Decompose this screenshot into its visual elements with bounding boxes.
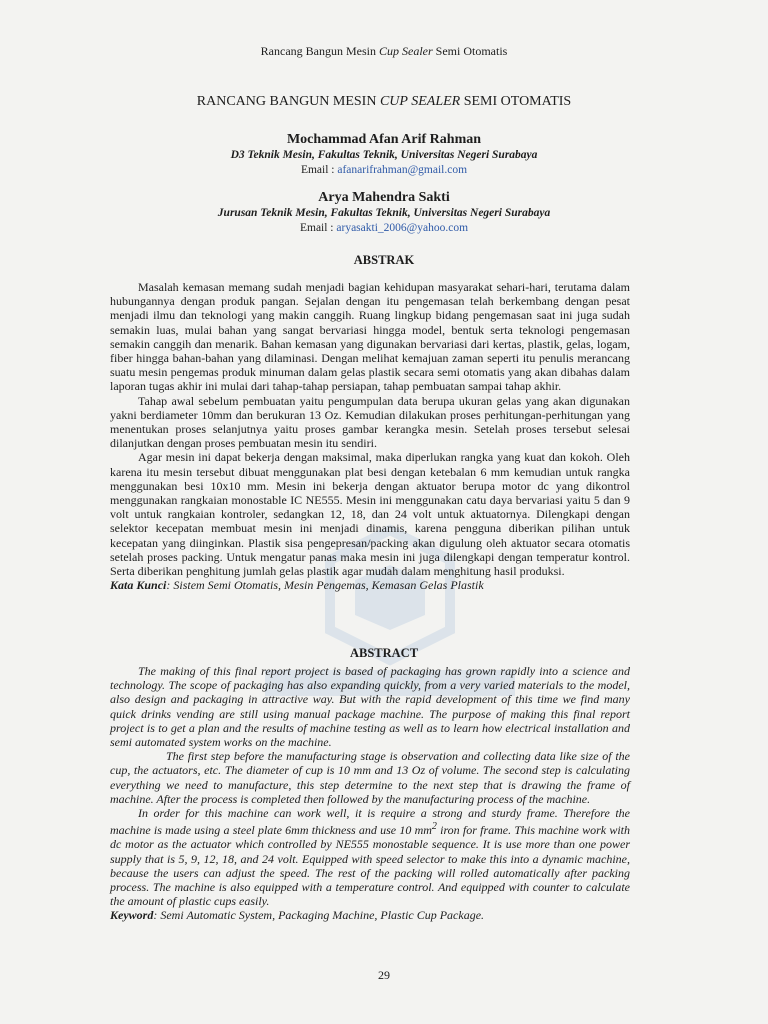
page-number: 29 <box>378 968 390 982</box>
abstract-paragraph-1: The making of this final report project is based of packaging has grown rapidly into a science and technology. The scope of packaging has also expanding quickly, from a very varied materials to the model, also design and packaging in attractive way. But with the rapid development of this time we find many quick drinks vending are still using manual package machine. The purpose of making this final report project is to get a plan and the results of machine testing as well as to learn how electrical installation and semi automated system works on the machine. <box>110 664 630 750</box>
abstract-paragraph-2: The first step before the manufacturing stage is observation and collecting data like size of the cup, the actuators, etc. The diameter of cup is 10 mm and 13 Oz of volume. The second step is calculating everything we need to manufacture, this step determine to the next step that is drawing the frame of machine. After the process is completed then followed by the manufacturing process of the machine. <box>110 749 630 806</box>
abstrak-body <box>110 280 630 592</box>
email-link[interactable]: aryasakti_2006@yahoo.com <box>336 222 469 234</box>
abstrak-heading: ABSTRAK <box>353 253 415 267</box>
abstrak-keywords: Kata Kunci: Sistem Semi Otomatis, Mesin Pengemas, Kemasan Gelas Plastik <box>110 578 484 593</box>
author-block-1 <box>0 131 768 178</box>
abstract-keywords: Keyword: Semi Automatic System, Packaging Machine, Plastic Cup Package. <box>110 908 485 923</box>
abstract-body <box>110 664 630 923</box>
abstract-heading: ABSTRACT <box>349 646 419 660</box>
abstrak-paragraph-2: Tahap awal sebelum pembuatan yaitu pengumpulan data berupa ukuran gelas yang akan digunakan yakni berdiameter 10mm dan berukuran 13 Oz. Kemudian dilakukan proses perhitungan-perhitungan yang menentukan proses selanjutnya yaitu proses gambar kerangka mesin. Setelah proses tersebut selesai dilanjutkan dengan proses pembuatan mesin itu sendiri. <box>110 393 630 451</box>
author-block-2 <box>0 189 768 236</box>
abstrak-paragraph-1: Masalah kemasan memang sudah menjadi bagian kehidupan masyarakat sehari-hari, terutama dalam hubungannya dengan produk pangan. Sejalan dengan itu pengemasan telah berkembang dengan pesat menjadi ilmu dan teknologi yang makin canggih. Ruang lingkup bidang pengemasan saat ini juga sudah semakin luas, mulai bahan yang sangat bervariasi hingga model, bentuk serta teknologi pengemasan semakin canggih dan menarik. Bahan kemasan yang digunakan bervariasi dari kertas, plastik, gelas, logam, fiber hingga bahan-bahan yang dilaminasi. Dengan melihat kemajuan zaman seperti itu penulis merancang suatu mesin pengemas produk minuman dalam gelas plastik secara semi otomatis yang akan dibahas dalam laporan tugas akhir ini mulai dari tahap-tahap persiapan, tahap pembuatan sampai tahap akhir. <box>110 280 630 394</box>
email-link[interactable]: afanarifrahman@gmail.com <box>337 164 468 176</box>
author-affiliation: Jurusan Teknik Mesin, Fakultas Teknik, Universitas Negeri Surabaya <box>217 207 551 219</box>
paper-title: RANCANG BANGUN MESIN CUP SEALER SEMI OTOMATIS <box>196 94 572 109</box>
abstract-paragraph-3: In order for this machine can work well, it is require a strong and sturdy frame. Therefore the machine is made using a steel plate 6mm thickness and use 10 $mm^2$ iron for frame. This machine work with dc motor as the actuator which controlled by NE555 monostable sequence. It is use more than one power supply that is 5, 9, 12, 18, and 24 volt. Equipped with speed selector to make this into a dynamic machine, because the users can adjust the speed. The rest of the packing will rolled automatically after packing process. The machine is also equipped with a temperature control. And equipped with counter to calculate the amount of plastic cups easily. <box>110 806 630 909</box>
author-email: Email : afanarifrahman@gmail.com <box>300 164 468 176</box>
author-email: Email : aryasakti_2006@yahoo.com <box>299 222 469 234</box>
author-name: Mochammad Afan Arif Rahman <box>286 132 482 147</box>
author-name: Arya Mahendra Sakti <box>318 190 450 205</box>
abstrak-paragraph-3: Agar mesin ini dapat bekerja dengan maksimal, maka diperlukan rangka yang kuat dan kokoh. Oleh karena itu mesin tersebut dibuat menggunakan plat besi dengan ketebalan 6 mm kemudian untuk rangka menggunakan besi 10x10 mm. Mesin ini bekerja dengan aktuator berupa motor dc yang dikontrol menggunakan rangkaian monostable IC NE555. Mesin ini menggunakan catu daya bervariasi yaitu 5 dan 9 volt untuk rangkaian kontroler, sedangkan 12, 18, dan 24 volt untuk aktuatornya. Dilengkapi dengan selektor kecepatan membuat mesin ini menjadi dinamis, karena pengguna diberikan pilihan untuk kecepatan yang diinginkan. Plastik sisa pengepresan/packing akan digulung oleh aktuator secara otomatis setelah proses packing. Untuk mengatur panas maka mesin ini juga dilengkapi dengan temperatur kontrol. Serta diberikan penghitung jumlah gelas plastik agar mudah dalam menghitung hasil produksi. <box>110 450 630 579</box>
author-affiliation: D3 Teknik Mesin, Fakultas Teknik, Universitas Negeri Surabaya <box>230 149 538 161</box>
running-header: Rancang Bangun Mesin Cup Sealer Semi Otomatis <box>260 44 508 58</box>
